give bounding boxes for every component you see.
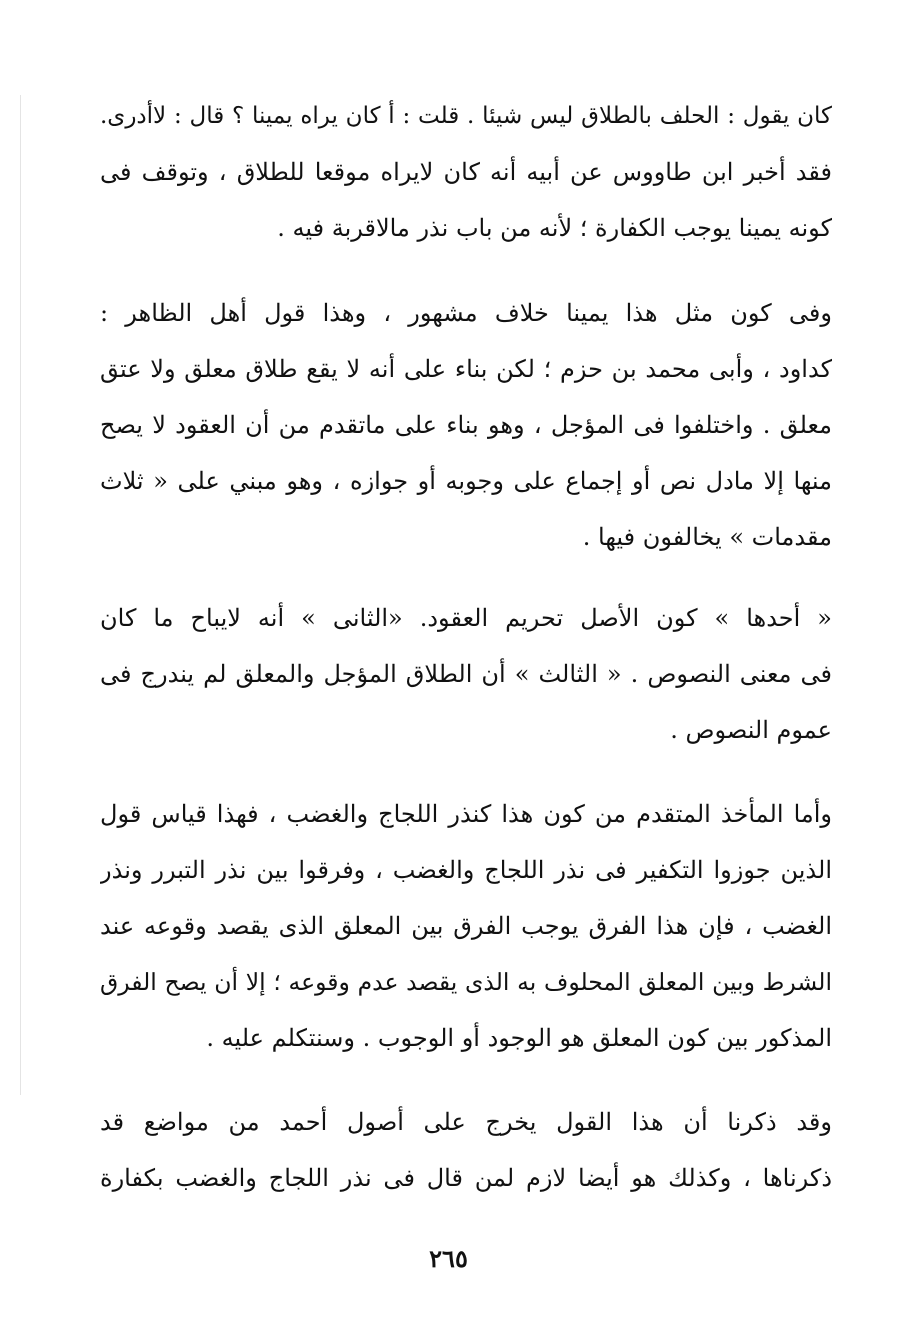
text-line: الذين جوزوا التكفير فى نذر اللجاج والغضب ، وفرقوا بين نذر التبرر ونذر	[100, 856, 832, 884]
text-line: فقد أخبر ابن طاووس عن أبيه أنه كان لايراه موقعا للطلاق ، وتوقف فى	[100, 158, 832, 186]
text-line: عموم النصوص .	[670, 716, 832, 744]
text-line: المذكور بين كون المعلق هو الوجود أو الوجوب . وسنتكلم عليه .	[206, 1024, 832, 1052]
text-line: « أحدها » كون الأصل تحريم العقود. «الثانى » أنه لايباح ما كان	[100, 604, 832, 632]
text-line: وفى كون مثل هذا يمينا خلاف مشهور ، وهذا قول أهل الظاهر :	[100, 299, 832, 327]
text-line: فى معنى النصوص . « الثالث » أن الطلاق المؤجل والمعلق لم يندرج فى	[100, 660, 832, 688]
text-line: الشرط وبين المعلق المحلوف به الذى يقصد عدم وقوعه ؛ إلا أن يصح الفرق	[100, 968, 832, 996]
paragraph-2	[100, 285, 832, 565]
page-edge-shadow	[20, 95, 21, 1095]
text-line: معلق . واختلفوا فى المؤجل ، وهو بناء على ماتقدم من أن العقود لا يصح	[100, 411, 832, 439]
paragraph-1	[100, 88, 832, 256]
text-line: ذكرناها ، وكذلك هو أيضا لازم لمن قال فى نذر اللجاج والغضب بكفارة	[100, 1164, 832, 1192]
paragraph-5	[100, 1094, 832, 1206]
text-line: كان يقول : الحلف بالطلاق ليس شيئا . قلت : أ كان يراه يمينا ؟ قال : لاأدرى.	[100, 103, 832, 129]
text-line: الغضب ، فإن هذا الفرق يوجب الفرق بين المعلق الذى يقصد وقوعه عند	[100, 912, 832, 940]
text-line: وأما المأخذ المتقدم من كون هذا كنذر اللجاج والغضب ، فهذا قياس قول	[100, 800, 832, 828]
paragraph-4	[100, 786, 832, 1066]
text-line: كداود ، وأبى محمد بن حزم ؛ لكن بناء على أنه لا يقع طلاق معلق ولا عتق	[100, 355, 832, 383]
paragraph-3	[100, 590, 832, 758]
text-line: منها إلا مادل نص أو إجماع على وجوبه أو جوازه ، وهو مبني على « ثلاث	[100, 467, 832, 495]
text-line: مقدمات » يخالفون فيها .	[582, 523, 832, 551]
text-line: وقد ذكرنا أن هذا القول يخرج على أصول أحمد من مواضع قد	[100, 1108, 832, 1136]
text-line: كونه يمينا يوجب الكفارة ؛ لأنه من باب نذر مالاقربة فيه .	[277, 214, 832, 242]
page-number: ٢٦٥	[429, 1244, 468, 1273]
